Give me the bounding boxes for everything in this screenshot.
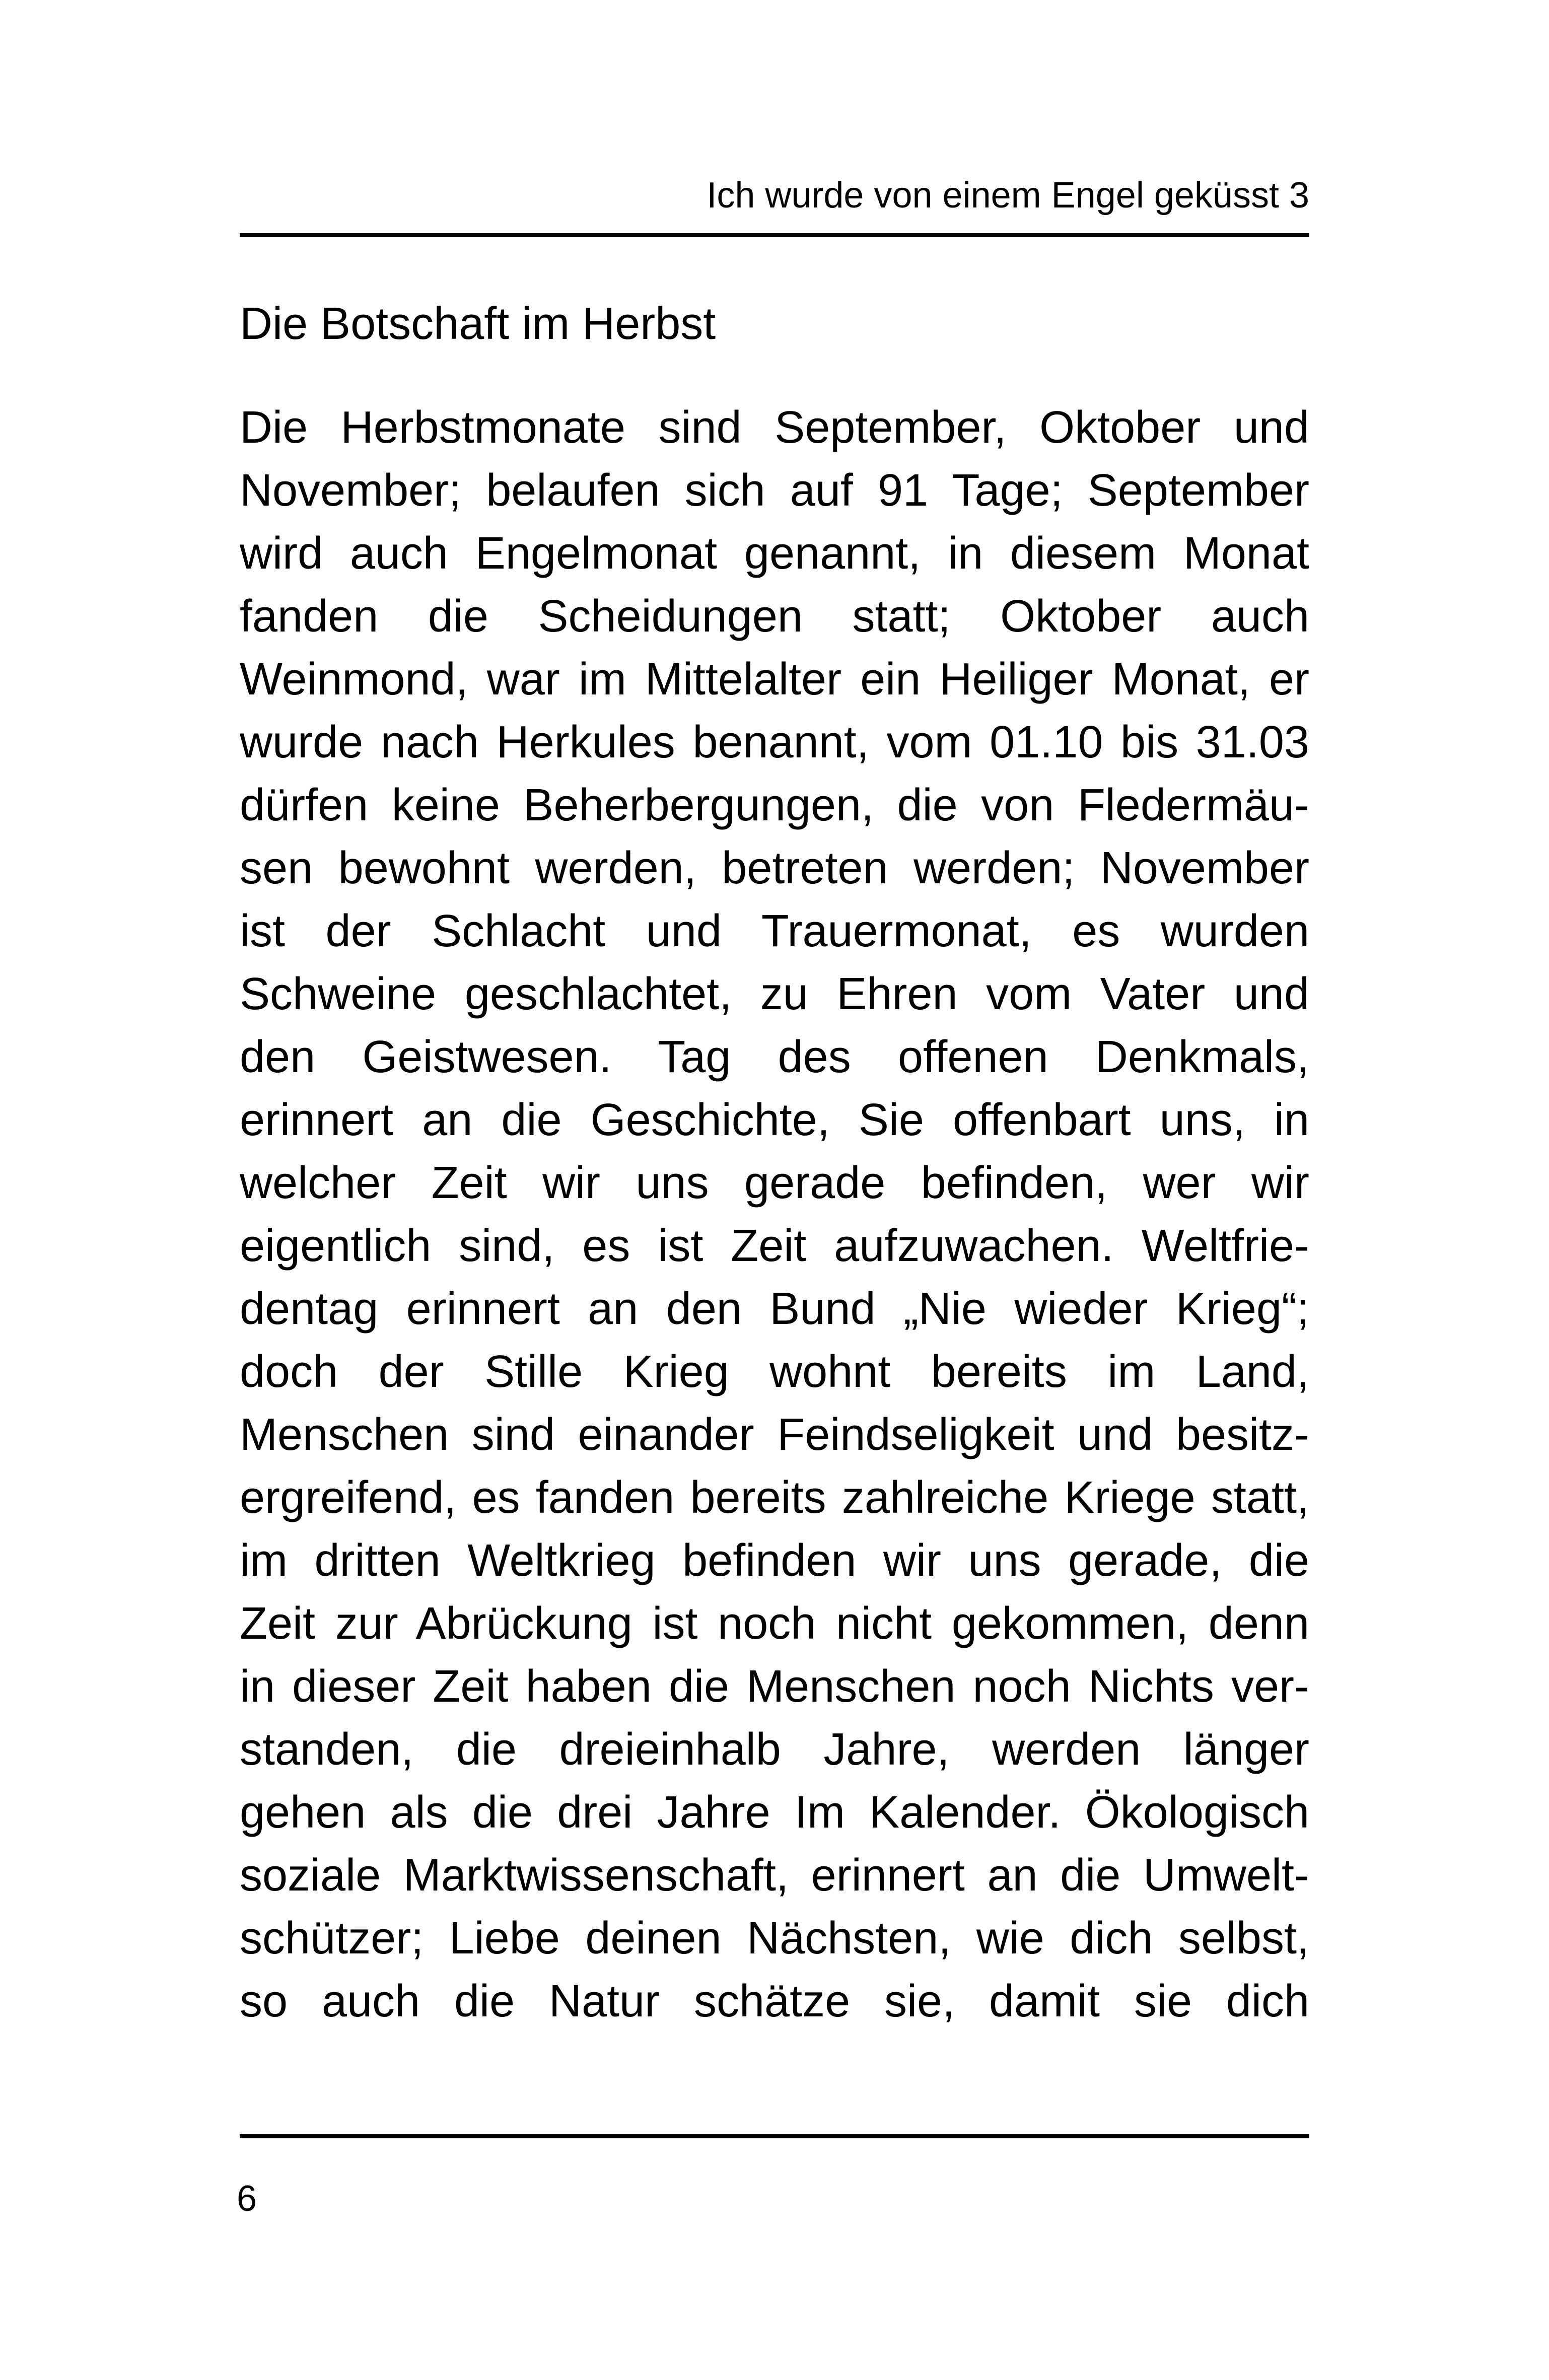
body-line: fanden die Scheidungen statt; Oktober auch: [240, 591, 1309, 642]
body-line: November; belaufen sich auf 91 Tage; September: [240, 465, 1309, 516]
body-line: wurde nach Herkules benannt, vom 01.10 bis 31.03: [240, 717, 1309, 767]
page-number: 6: [237, 2179, 257, 2219]
header-rule: [240, 233, 1309, 237]
body-line: soziale Marktwissenschaft, erinnert an die Umwelt-: [240, 1850, 1309, 1901]
body-line: schützer; Liebe deinen Nächsten, wie dich selbst,: [240, 1913, 1309, 1964]
body-line: Die Herbstmonate sind September, Oktober und: [240, 402, 1309, 453]
body-line: doch der Stille Krieg wohnt bereits im Land,: [240, 1347, 1309, 1397]
body-text: [240, 396, 1309, 2033]
body-line: standen, die dreieinhalb Jahre, werden länger: [240, 1724, 1309, 1775]
body-line: dentag erinnert an den Bund „Nie wieder Krieg“;: [240, 1284, 1309, 1334]
body-line: Weinmond, war im Mittelalter ein Heiliger Monat, er: [240, 654, 1309, 705]
body-line: sen bewohnt werden, betreten werden; November: [240, 843, 1309, 893]
body-line: Schweine geschlachtet, zu Ehren vom Vater und: [240, 969, 1309, 1019]
body-line: in dieser Zeit haben die Menschen noch Nichts ver-: [240, 1661, 1309, 1712]
body-line: ergreifend, es fanden bereits zahlreiche Kriege statt,: [240, 1473, 1309, 1523]
section-heading: Die Botschaft im Herbst: [240, 299, 716, 349]
body-line: den Geistwesen. Tag des offenen Denkmals,: [240, 1032, 1309, 1082]
running-header: Ich wurde von einem Engel geküsst 3: [707, 175, 1309, 216]
body-line: im dritten Weltkrieg befinden wir uns gerade, die: [240, 1535, 1309, 1586]
body-line: so auch die Natur schätze sie, damit sie dich: [240, 1976, 1309, 2026]
body-line: welcher Zeit wir uns gerade befinden, wer wir: [240, 1158, 1309, 1208]
body-line: ist der Schlacht und Trauermonat, es wurden: [240, 906, 1309, 956]
body-line: eigentlich sind, es ist Zeit aufzuwachen. Weltfrie-: [240, 1221, 1309, 1271]
body-line: gehen als die drei Jahre Im Kalender. Ökologisch: [240, 1787, 1309, 1838]
body-line: erinnert an die Geschichte, Sie offenbart uns, in: [240, 1095, 1309, 1145]
footer-rule: [240, 2134, 1309, 2138]
body-line: Menschen sind einander Feindseligkeit und besitz-: [240, 1410, 1309, 1460]
body-line: dürfen keine Beherbergungen, die von Fledermäu-: [240, 780, 1309, 830]
body-line: wird auch Engelmonat genannt, in diesem Monat: [240, 528, 1309, 579]
body-line: Zeit zur Abrückung ist noch nicht gekommen, denn: [240, 1598, 1309, 1649]
